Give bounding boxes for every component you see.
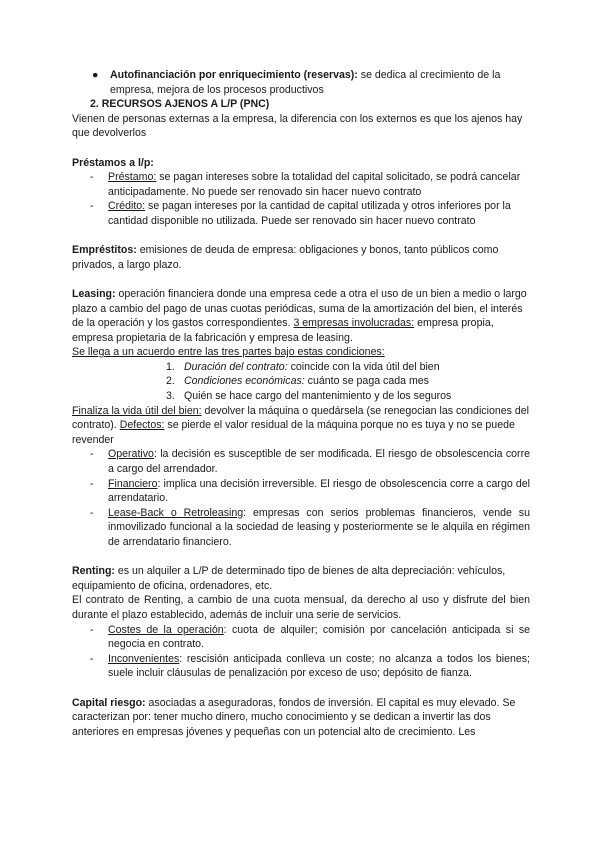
prestamos-title: Préstamos a l/p: <box>72 156 154 169</box>
dash-marker: - <box>90 477 94 490</box>
section-heading-recursos-ajenos: 2. RECURSOS AJENOS A L/P (PNC) <box>90 98 270 111</box>
recursos-ajenos-intro: Vienen de personas externas a la empresa, la diferencia con los externos es que los ajenos hay que devolverlos <box>72 112 523 140</box>
renting-costes-item: - Costes de la operación: cuota de alquiler; comisión por cancelación anticipada si se negocia en contrato. <box>90 623 531 651</box>
leasing-condition-3: 3. Quién se hace cargo del mantenimiento y de los seguros <box>166 390 452 403</box>
prestamo-label: Préstamo: <box>108 171 157 184</box>
leasing-agreement: Se llega a un acuerdo entre las tres partes bajo estas condiciones: <box>72 346 385 359</box>
leasing-end-label: Finaliza la vida útil del bien: <box>72 404 202 417</box>
leasing-condition-1: 1. Duración del contrato: coincide con la vida útil del bien <box>166 360 440 373</box>
leasing-type-leaseback: - Lease-Back o Retroleasing: empresas con serios problemas financieros, vende su inmovilizado funcional a la sociedad de leasing y posteriormente se le alquila en régimen de arrendatario financiero. <box>90 506 530 548</box>
leasing-end-text: devolver la máquina o quedársela (se renegocian las condiciones del contrato). <box>72 404 529 432</box>
renting-contract-text: El contrato de Renting, a cambio de una cuota mensual, da derecho al uso y disfrute del bien durante el plazo establecido, además de incluir una serie de servicios. <box>72 594 530 621</box>
credito-label: Crédito: <box>108 200 146 213</box>
dash-marker: - <box>90 506 94 519</box>
prestamo-item <box>90 170 530 199</box>
emprestitos-paragraph <box>72 243 530 272</box>
capital-riesgo-paragraph <box>72 696 530 740</box>
autofinanciacion-text: se dedica al crecimiento de la empresa, mejora de los procesos productivos <box>110 69 501 96</box>
prestamo-text: se pagan intereses sobre la totalidad del capital solicitado, se podrá cancelar anticipadamente. No puede ser renovado sin hacer nuevo contrato <box>108 171 521 198</box>
dash-marker: - <box>90 448 94 461</box>
renting-text: es un alquiler a L/P de determinado tipo de bienes de alta depreciación: vehículos, equipamiento de oficina, ordenadores, etc. <box>72 565 506 592</box>
renting-paragraph <box>72 564 530 593</box>
leasing-parties-text: empresa propia, empresa propietaria de la fabricación y empresa de leasing. <box>72 317 494 344</box>
dash-marker: - <box>90 623 94 636</box>
dash-marker: - <box>90 200 94 213</box>
credito-text: se pagan intereses por la cantidad de capital utilizada y otros inferiores por la cantidad disponible no utilizada. Puede ser renovado sin hacer nuevo contrato <box>108 200 511 227</box>
bullet-icon: ● <box>92 69 99 81</box>
autofinanciacion-title: Autofinanciación por enriquecimiento (reservas): <box>110 69 358 81</box>
renting-title: Renting: <box>72 565 115 578</box>
renting-inconvenientes-item: - Inconvenientes: rescisión anticipada conlleva un coste; no alcanza a todos los bienes; suele incluir cláusulas de penalización por exceso de uso; depósito de fianza. <box>90 652 530 680</box>
leasing-type-operativo: - Operativo: la decisión es susceptible de ser modificada. El riesgo de obsolescencia corre a cargo del arrendador. <box>90 448 530 476</box>
dash-marker: - <box>90 652 94 665</box>
credito-item <box>90 199 530 228</box>
autofinanciacion-item <box>92 68 530 97</box>
document-page <box>72 68 530 739</box>
capital-riesgo-text: asociadas a aseguradoras, fondos de inversión. El capital es muy elevado. Se caracterizan por: tener mucho dinero, mucho conocimiento y se dedican a invertir las dos anteriores en empresas jóvenes y pequeñas con un potencial alto de crecimiento. Les <box>72 696 516 738</box>
leasing-title: Leasing: <box>72 287 116 300</box>
emprestitos-text: emisiones de deuda de empresa: obligaciones y bonos, tanto públicos como privados, a largo plazo. <box>72 244 499 271</box>
leasing-defects-text: se pierde el valor residual de la máquina porque no es tuya y no se puede revender <box>72 419 515 446</box>
leasing-parties-label: 3 empresas involucradas: <box>293 317 415 330</box>
leasing-type-financiero: - Financiero: implica una decisión irreversible. El riesgo de obsolescencia corre a cargo del arrendatario. <box>90 477 530 505</box>
emprestitos-title: Empréstitos: <box>72 244 137 257</box>
leasing-defects-label: Defectos: <box>119 419 165 432</box>
capital-riesgo-title: Capital riesgo: <box>72 696 146 709</box>
leasing-end-paragraph <box>72 404 530 448</box>
leasing-paragraph <box>72 287 530 345</box>
dash-marker: - <box>90 171 94 184</box>
leasing-condition-2: 2. Condiciones económicas: cuánto se paga cada mes <box>166 375 429 388</box>
leasing-text: operación financiera donde una empresa cede a otra el uso de un bien a medio o largo plazo a cambio del pago de unas cuotas periódicas, suma de la amortización del bien, el interés de la operación y los gastos correspondientes. <box>72 287 527 330</box>
